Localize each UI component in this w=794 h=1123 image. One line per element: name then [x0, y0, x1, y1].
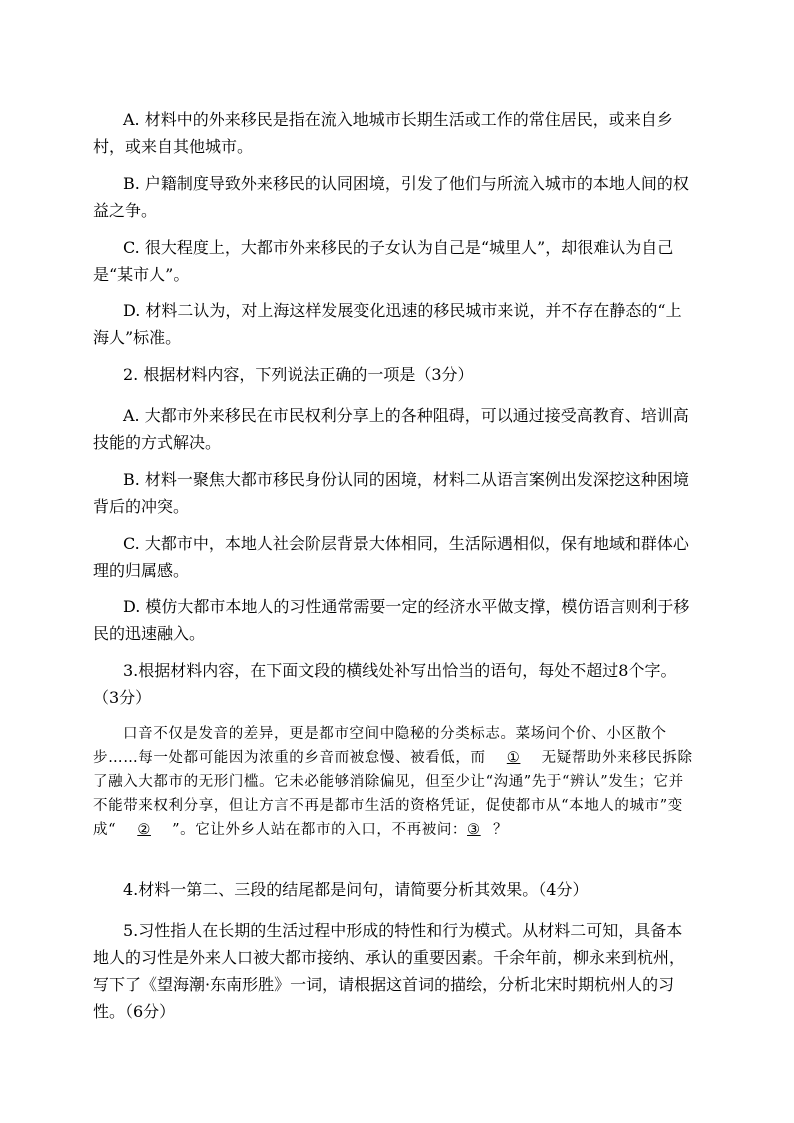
q1-option-d: D. 材料二认为，对上海这样发展变化迅速的移民城市来说，并不存在静态的“上海人”标准。 — [93, 301, 682, 347]
q2-stem: 2. 根据材料内容，下列说法正确的一项是（3分） — [123, 365, 474, 384]
q5-stem: 5.习性指人在长期的生活过程中形成的特性和行为模式。从材料二可知，具备本地人的习性是外来人口被大都市接纳、承认的重要因素。千余年前，柳永来到杭州，写下了《望海潮·东南形胜》一词，请根据这首词的描绘，分析北宋时期杭州人的习性。（6分） — [93, 921, 686, 1021]
q1-option-c: C. 很大程度上，大都市外来移民的子女认为自己是“城里人”，却很难认为自己是“某市人”。 — [93, 238, 674, 284]
q2-option-d: D. 模仿大都市本地人的习性通常需要一定的经济水平做支撑，模仿语言则利于移民的迅速融入。 — [93, 597, 690, 643]
blank-1: ① — [506, 750, 521, 766]
q2-option-b: B. 材料一聚焦大都市移民身份认同的困境，材料二从语言案例出发深挖这种困境背后的冲突。 — [93, 470, 689, 516]
q2-option-c: C. 大都市中，本地人社会阶层背景大体相同，生活际遇相似，保有地域和群体心理的归属感。 — [93, 534, 689, 580]
q3-stem: 3.根据材料内容，在下面文段的横线处补写出恰当的语句，每处不超过8个字。（3分） — [93, 661, 677, 707]
blank-3: ③ — [467, 822, 481, 838]
q3-passage: 口音不仅是发音的差异，更是都市空间中隐秘的分类标志。菜场问个价、小区散个步……每一处都可能因为浓重的乡音而被怠慢、被看低，而 ① 无疑帮助外来移民拆除了融入大都市的无形门槛。它未必能够消除偏见，但至少让“沟通”先于“辨认”发生；它并不能带来权利分享，但让方言不再是都市生活的资格凭证，促使都市从“本地人的城市”变成“ ② ”。它让外乡人站在都市的入口，不再被问：③ ？ — [93, 722, 698, 842]
q2-option-a: A. 大都市外来移民在市民权利分享上的各种阻碍，可以通过接受高教育、培训高技能的方式解决。 — [93, 406, 689, 452]
q1-option-a: A. 材料中的外来移民是指在流入地城市长期生活或工作的常住居民，或来自乡村，或来自其他城市。 — [93, 110, 673, 156]
blank-2: ② — [137, 822, 151, 838]
q4-stem: 4.材料一第二、三段的结尾都是问句，请简要分析其效果。（4分） — [123, 880, 589, 899]
q1-option-b: B. 户籍制度导致外来移民的认同困境，引发了他们与所流入城市的本地人间的权益之争。 — [93, 174, 689, 220]
